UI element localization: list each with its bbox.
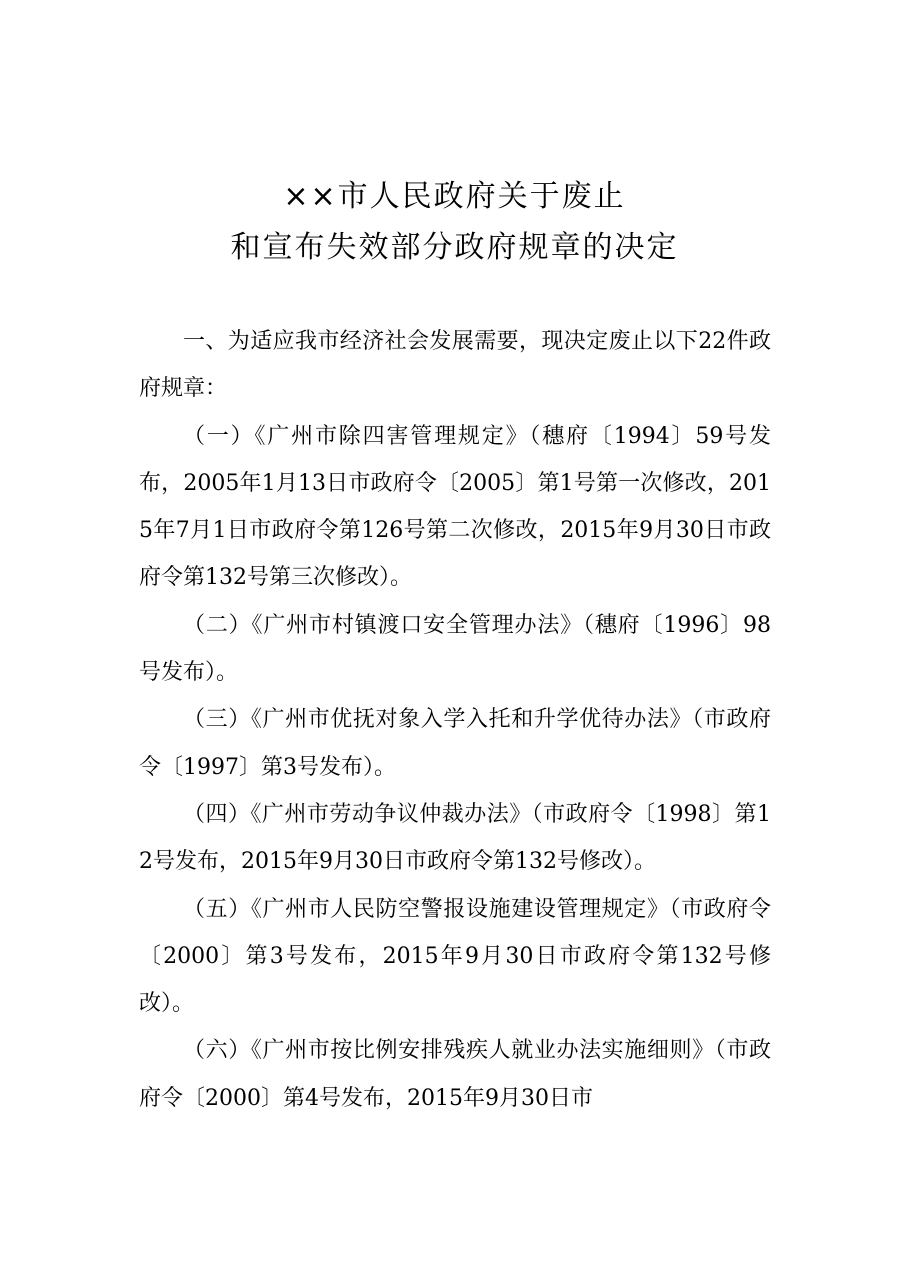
document-title-line-2: 和宣布失效部分政府规章的决定 (230, 230, 679, 265)
paragraph-item-4: （四）《广州市劳动争议仲裁办法》（市政府令〔1998〕第12号发布，2015年9月30日市政府令第132号修改）。 (139, 801, 771, 875)
paragraph-item-2: （二）《广州市村镇渡口安全管理办法》（穗府〔1996〕98号发布）。 (139, 612, 771, 686)
paragraph-item-5: （五）《广州市人民防空警报设施建设管理规定》（市政府令〔2000〕第3号发布，2015年9月30日市政府令第132号修改）。 (139, 896, 771, 1017)
paragraph-item-6: （六）《广州市按比例安排残疾人就业办法实施细则》（市政府令〔2000〕第4号发布，2015年9月30日市 (139, 1038, 771, 1111)
document-title-line-1: ××市人民政府关于废止 (283, 179, 626, 214)
paragraph-intro: 一、为适应我市经济社会发展需要，现决定废止以下22件政府规章： (139, 329, 771, 402)
document-body (139, 318, 771, 1122)
paragraph-item-3: （三）《广州市优抚对象入学入托和升学优待办法》（市政府令〔1997〕第3号发布）。 (139, 707, 771, 780)
paragraph-item-1: （一）《广州市除四害管理规定》（穗府〔1994〕59号发布，2005年1月13日市政府令〔2005〕第1号第一次修改，2015年7月1日市政府令第126号第二次修改，2015年9月30日市政府令第132号第三次修改）。 (139, 423, 771, 591)
